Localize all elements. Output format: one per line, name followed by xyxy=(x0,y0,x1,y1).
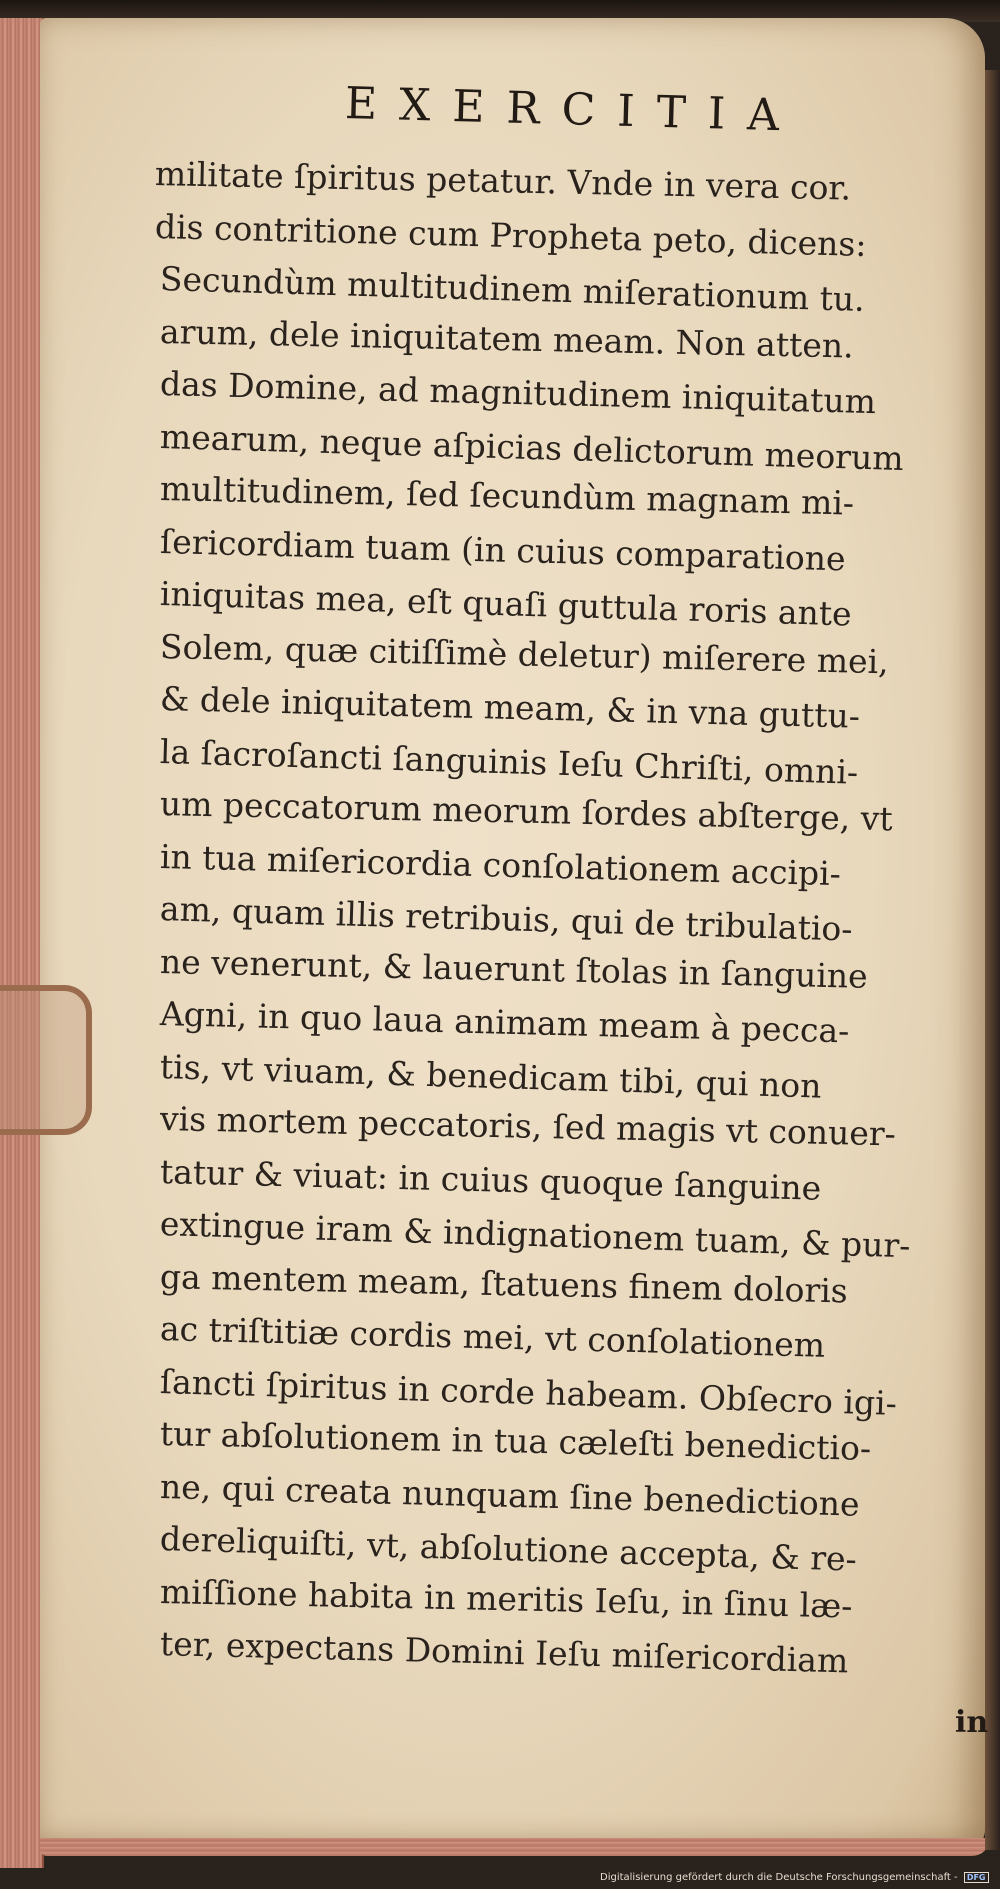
text-line: Solem, quæ citiſſimè deletur) miſerere mei, xyxy=(159,626,890,681)
page-edge-right xyxy=(985,70,1000,1850)
text-line: das Domine, ad magnitudinem iniquitatum xyxy=(159,364,877,422)
text-line: ſericordiam tuam (in cuius comparatione xyxy=(159,521,847,578)
text-line: in tua miſericordia conſolationem accipi- xyxy=(159,836,842,893)
text-line: la ſacroſancti ſanguinis Ieſu Chriſti, omni- xyxy=(159,731,859,792)
dfg-logo-icon: DFG xyxy=(964,1872,989,1883)
text-line: dis contritione cum Propheta peto, dicens: xyxy=(154,206,868,264)
text-line: am, quam illis retribuis, qui de tribulatio- xyxy=(159,889,854,949)
text-line: um peccatorum meorum ſordes abſterge, vt xyxy=(159,784,894,839)
text-line: militate ſpiritus petatur. Vnde in vera cor. xyxy=(154,154,852,208)
page-edge-left xyxy=(0,18,44,1868)
body-text xyxy=(154,148,980,1681)
text-line: vis mortem peccatoris, ſed magis vt conuer- xyxy=(159,1099,897,1154)
page-edge-bottom xyxy=(40,1838,990,1856)
text-line: extingue iram & indignationem tuam, & pur- xyxy=(159,1204,911,1266)
text-line: tatur & viuat: in cuius quoque ſanguine xyxy=(159,1151,822,1208)
credit-text: Digitalisierung gefördert durch die Deutsche Forschungsgemeinschaft - xyxy=(600,1872,958,1883)
digitization-credit xyxy=(600,1872,989,1883)
text-line: multitudinem, ſed ſecundùm magnam mi- xyxy=(159,469,855,523)
text-line: ne venerunt, & lauerunt ſtolas in ſanguine xyxy=(159,941,869,996)
text-line: ſancti ſpiritus in corde habeam. Obſecro igi- xyxy=(159,1361,898,1423)
catchword: in xyxy=(955,1705,989,1740)
text-line: & dele iniquitatem meam, & in vna guttu- xyxy=(159,679,861,736)
text-line: ter, expectans Domini Ieſu miſericordiam xyxy=(159,1624,849,1681)
text-line: miſſione habita in meritis Ieſu, in ſinu læ- xyxy=(159,1571,853,1625)
book-clasp xyxy=(0,985,92,1135)
text-line: Agni, in quo laua animam meam à pecca- xyxy=(159,994,850,1051)
text-line: ga mentem meam, ſtatuens finem doloris xyxy=(159,1256,849,1310)
text-line: ac triſtitiæ cordis mei, vt conſolationem xyxy=(159,1309,826,1365)
text-line: dereliquiſti, vt, abſolutione accepta, & re- xyxy=(159,1519,858,1579)
running-head: EXERCITIA xyxy=(344,78,802,142)
text-line: tis, vt viuam, & benedicam tibi, qui non xyxy=(159,1046,823,1106)
text-line: iniquitas mea, eſt quaſi guttula roris ante xyxy=(159,574,853,634)
text-line: Secundùm multitudinem miſerationum tu. xyxy=(159,259,866,319)
text-line: arum, dele iniquitatem meam. Non atten. xyxy=(159,311,855,366)
text-line: ne, qui creata nunquam ſine benedictione xyxy=(159,1466,861,1524)
text-line: tur abſolutionem in tua cæleſti benedictio- xyxy=(159,1414,872,1468)
text-line: mearum, neque aſpicias delictorum meorum xyxy=(159,416,905,478)
